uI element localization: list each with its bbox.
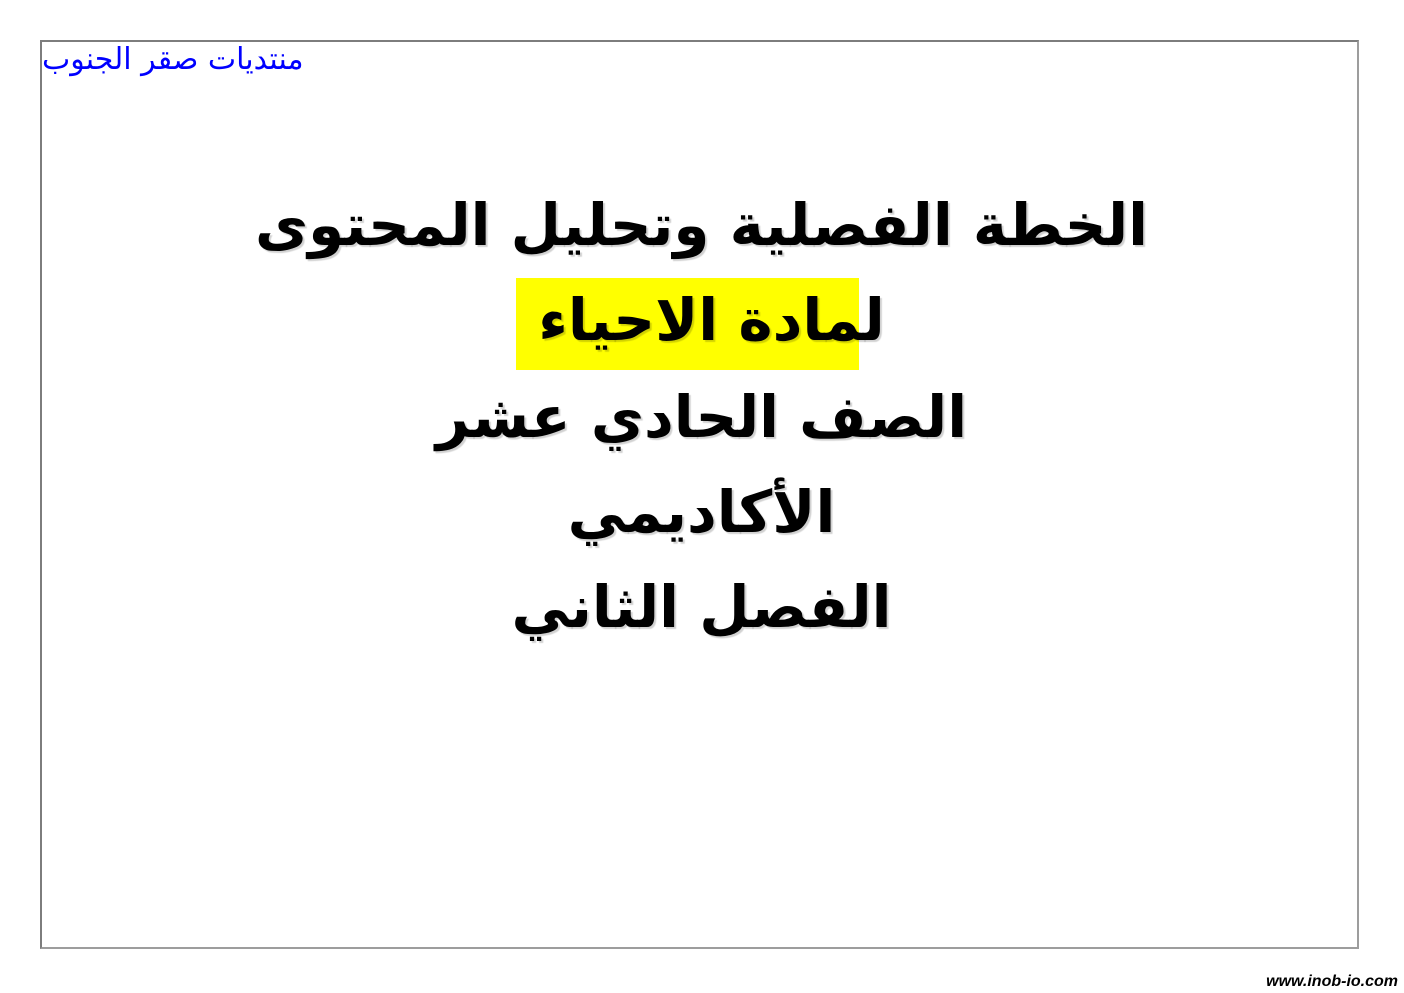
subject-highlighted-text: لمادة الاحياء bbox=[516, 278, 887, 370]
title-line-plan-and-content-analysis: الخطة الفصلية وتحليل المحتوى bbox=[254, 191, 1149, 259]
title-line-semester: الفصل الثاني bbox=[511, 573, 892, 641]
forum-watermark-text: منتديات صقر الجنوب bbox=[42, 42, 304, 77]
site-watermark-text: www.inob-io.com bbox=[1266, 973, 1398, 990]
title-line-grade: الصف الحادي عشر bbox=[435, 383, 968, 451]
title-line-academic: الأكاديمي bbox=[567, 478, 836, 546]
title-line-subject bbox=[41, 273, 1362, 370]
slide-title-block bbox=[41, 178, 1362, 655]
